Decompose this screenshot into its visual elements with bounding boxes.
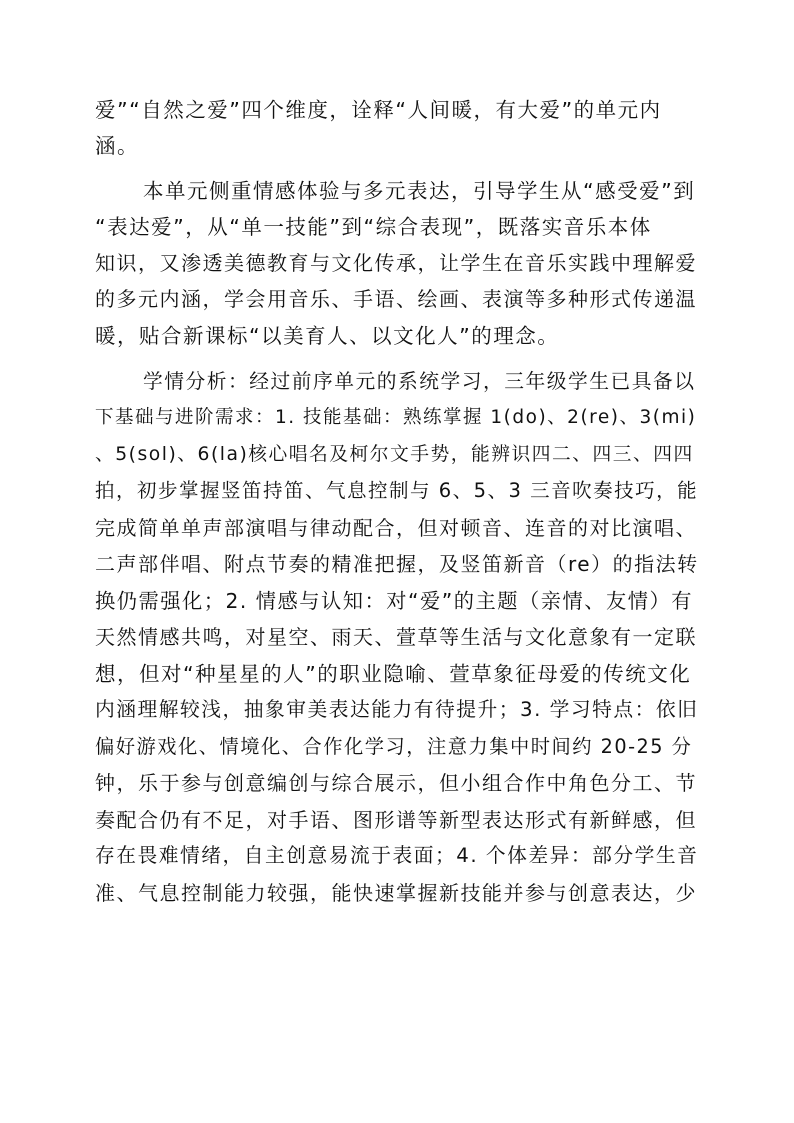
text-line: 爱”“自然之爱”四个维度，诠释“人间暖，有大爱”的单元内 — [95, 98, 662, 122]
text-line: 换仍需强化；2. 情感与认知：对“爱”的主题（亲情、友情）有 — [95, 589, 693, 613]
text-line: 存在畏难情绪，自主创意易流于表面；4. 个体差异：部分学生音 — [95, 844, 699, 867]
text-line: 奏配合仍有不足，对手语、图形谱等新型表达形式有新鲜感，但 — [95, 808, 697, 832]
text-line: 拍，初步掌握竖笛持笛、气息控制与 6、5、3 三音吹奏技巧，能 — [95, 479, 699, 502]
text-line: 、5(sol)、6(la)核心唱名及柯尔文手势，能辨识四二、四三、四四 — [95, 444, 694, 465]
text-line: 准、气息控制能力较强，能快速掌握新技能并参与创意表达，少 — [95, 881, 697, 905]
text-line: 暖，贴合新课标“以美育人、以文化人”的理念。 — [95, 324, 560, 348]
text-line: 天然情感共鸣，对星空、雨天、萱草等生活与文化意象有一定联 — [95, 625, 697, 649]
text-line: 偏好游戏化、情境化、合作化学习，注意力集中时间约 20-25 分 — [95, 735, 693, 758]
text-line: 二声部伴唱、附点节奏的精准把握，及竖笛新音（re）的指法转 — [95, 552, 699, 576]
paragraph-start-line: 本单元侧重情感体验与多元表达，引导学生从“感受爱”到 — [143, 179, 696, 203]
text-line: 涵。 — [95, 134, 139, 158]
text-line: 想，但对“种星星的人”的职业隐喻、萱草象征母爱的传统文化 — [95, 662, 692, 686]
text-line: 钟，乐于参与创意编创与综合展示，但小组合作中角色分工、节 — [95, 771, 697, 795]
text-line: 知识，又渗透美德教育与文化传承，让学生在音乐实践中理解爱 — [95, 251, 697, 275]
text-line: “表达爱”，从“单一技能”到“综合表现”，既落实音乐本体 — [95, 215, 652, 239]
text-line: 下基础与进阶需求：1. 技能基础：熟练掌握 1(do)、2(re)、3(mi) — [95, 407, 697, 428]
text-line: 完成简单单声部演唱与律动配合，但对顿音、连音的对比演唱、 — [95, 516, 697, 540]
paragraph-start-line: 学情分析：经过前序单元的系统学习，三年级学生已具备以 — [143, 370, 696, 393]
text-line: 的多元内涵，学会用音乐、手语、绘画、表演等多种形式传递温 — [95, 287, 697, 311]
text-line: 内涵理解较浅，抽象审美表达能力有待提升；3. 学习特点：依旧 — [95, 698, 699, 721]
